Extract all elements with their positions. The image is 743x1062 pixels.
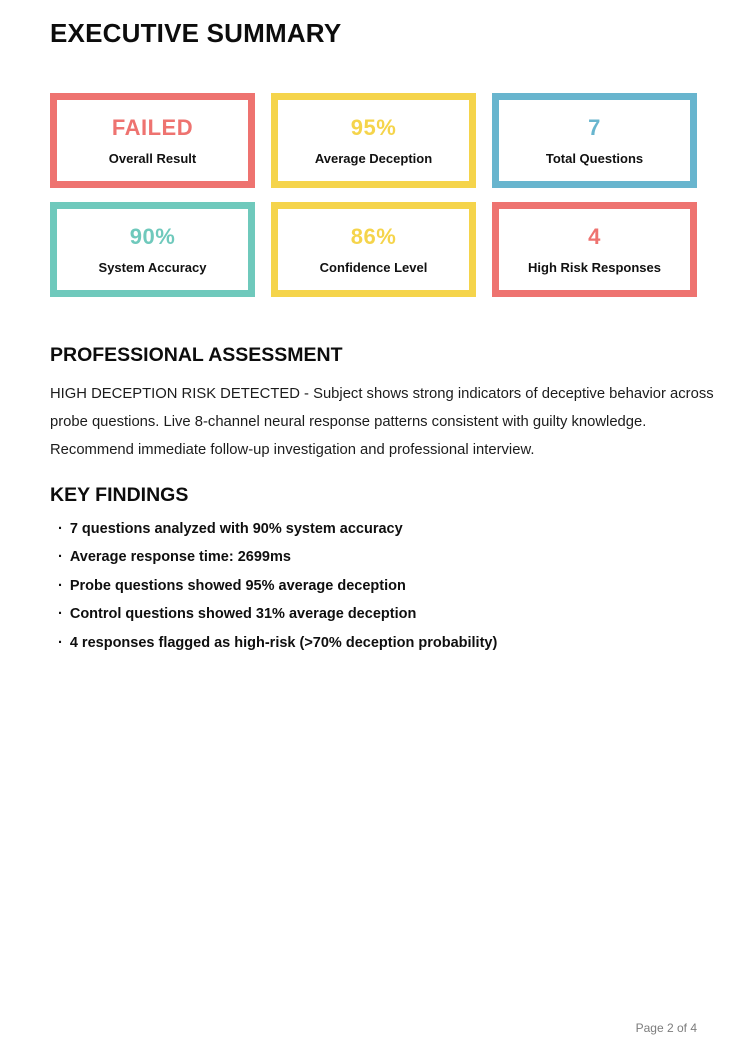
page-title: EXECUTIVE SUMMARY — [50, 18, 342, 48]
bullet-icon: · — [58, 606, 63, 623]
stat-label: Overall Result — [108, 150, 197, 166]
finding-item — [58, 600, 697, 629]
stat-card-confidence-level — [271, 202, 476, 297]
stat-card-average-deception — [271, 93, 476, 188]
stat-card-high-risk-responses — [492, 202, 697, 297]
stat-label: Total Questions — [545, 150, 644, 166]
bullet-icon: · — [58, 520, 63, 537]
finding-item — [58, 515, 697, 544]
stat-label: Confidence Level — [319, 259, 428, 275]
stat-card-system-accuracy — [50, 202, 255, 297]
finding-text: 4 responses flagged as high-risk (>70% deception probability) — [69, 634, 498, 651]
bullet-icon: · — [58, 634, 63, 651]
finding-item — [58, 572, 697, 601]
stat-value: 7 — [588, 114, 601, 140]
finding-text: Probe questions showed 95% average deception — [69, 577, 406, 594]
finding-item — [58, 543, 697, 572]
stat-label: Average Deception — [314, 150, 433, 166]
section-heading-assessment: PROFESSIONAL ASSESSMENT — [50, 344, 343, 366]
report-page — [0, 18, 743, 657]
stat-card-grid — [50, 93, 697, 297]
stat-label: System Accuracy — [98, 259, 207, 275]
stat-value: FAILED — [111, 114, 194, 140]
stat-value: 4 — [588, 223, 601, 249]
section-heading-findings: KEY FINDINGS — [50, 483, 189, 506]
stat-label: High Risk Responses — [528, 259, 661, 275]
assessment-text: HIGH DECEPTION RISK DETECTED - Subject shows strong indicators of deceptive behavior across probe questions. Live 8-channel neural response patterns consistent with guilty knowledge. Recommend immediate follow-up investigation and professional interview. — [50, 386, 714, 459]
finding-text: Control questions showed 31% average deception — [69, 606, 417, 623]
stat-card-total-questions — [492, 93, 697, 188]
stat-card-overall-result — [50, 93, 255, 188]
stat-value: 90% — [129, 223, 176, 249]
stat-value: 95% — [350, 114, 397, 140]
finding-text: 7 questions analyzed with 90% system accuracy — [69, 520, 403, 537]
finding-item — [58, 629, 697, 658]
bullet-icon: · — [58, 549, 63, 566]
findings-list — [50, 515, 697, 658]
stat-value: 86% — [350, 223, 397, 249]
finding-text: Average response time: 2699ms — [69, 549, 291, 566]
page-number: Page 2 of 4 — [635, 1021, 697, 1035]
bullet-icon: · — [58, 577, 63, 594]
